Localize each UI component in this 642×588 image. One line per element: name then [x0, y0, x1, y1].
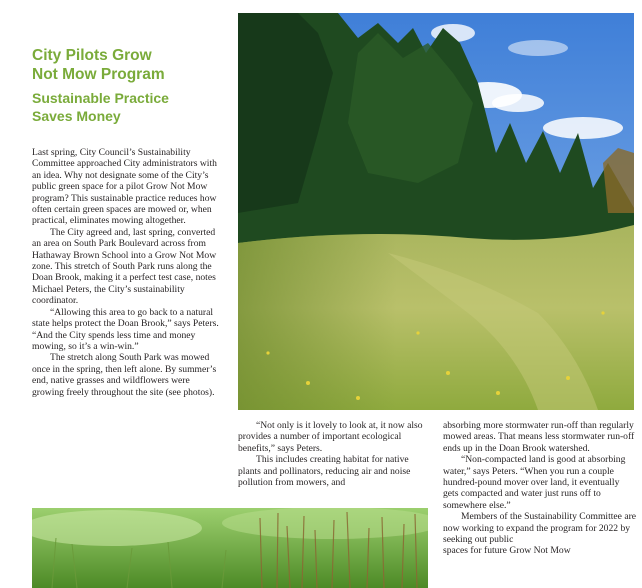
paragraph: This includes creating habitat for native plants and pollinators, reducing air and noise pollution from mowers, and: [238, 454, 411, 489]
headline-line-1: City Pilots Grow: [32, 47, 152, 64]
paragraph: “Not only is it lovely to look at, it now also provides a number of important ecological benefits,” says Peters.: [238, 420, 423, 454]
article-column-1: [32, 147, 222, 398]
meadow-photo: [238, 13, 634, 410]
subheadline: [32, 89, 232, 125]
paragraph: spaces for future Grow Not Mow: [443, 545, 571, 557]
paragraph: Members of the Sustainability Committee are now working to expand the program for 2022 by seeking out public: [443, 511, 637, 546]
subhead-line-1: Sustainable Practice: [32, 90, 169, 106]
headline: [32, 46, 232, 84]
paragraph: The stretch along South Park was mowed once in the spring, then left alone. By summer’s end, native grasses and wildflowers were growing freely throughout the site (see photos).: [32, 352, 217, 398]
headline-line-2: Not Mow Program: [32, 66, 165, 83]
paragraph: “Non-compacted land is good at absorbing water,” says Peters. “When you run a couple hundred-pound mover over land, it eventually gets compacted and water just runs off to somewhere else.”: [443, 454, 626, 511]
paragraph: The City agreed and, last spring, converted an area on South Park Boulevard across from Hathaway Brown School into a Grow Not Mow zone. This stretch of South Park runs along the Doan Brook, making it a perfect test case, notes Michael Peters, the City’s sustainability coordinator.: [32, 226, 217, 307]
paragraph: Last spring, City Council’s Sustainability Committee approached City administrators with an idea. Why not designate some of the City’s public green space for a pilot Grow Not Mow program? This sustainable practice reduces how often certain green spaces are mowed or, when practical, eliminates mowing altogether.: [32, 147, 217, 227]
article-column-2: [238, 420, 430, 488]
article-column-3: [443, 420, 637, 557]
paragraph: “Allowing this area to go back to a natural state helps protect the Doan Brook,” says Peters. “And the City spends less time and money mowing, so it’s a win-win.”: [32, 306, 219, 352]
wildflower-photo: [32, 508, 428, 588]
subhead-line-2: Saves Money: [32, 108, 121, 124]
paragraph: absorbing more stormwater run-off than regularly mowed areas. That means less stormwater run-off ends up in the Doan Brook watershed.: [443, 420, 635, 454]
